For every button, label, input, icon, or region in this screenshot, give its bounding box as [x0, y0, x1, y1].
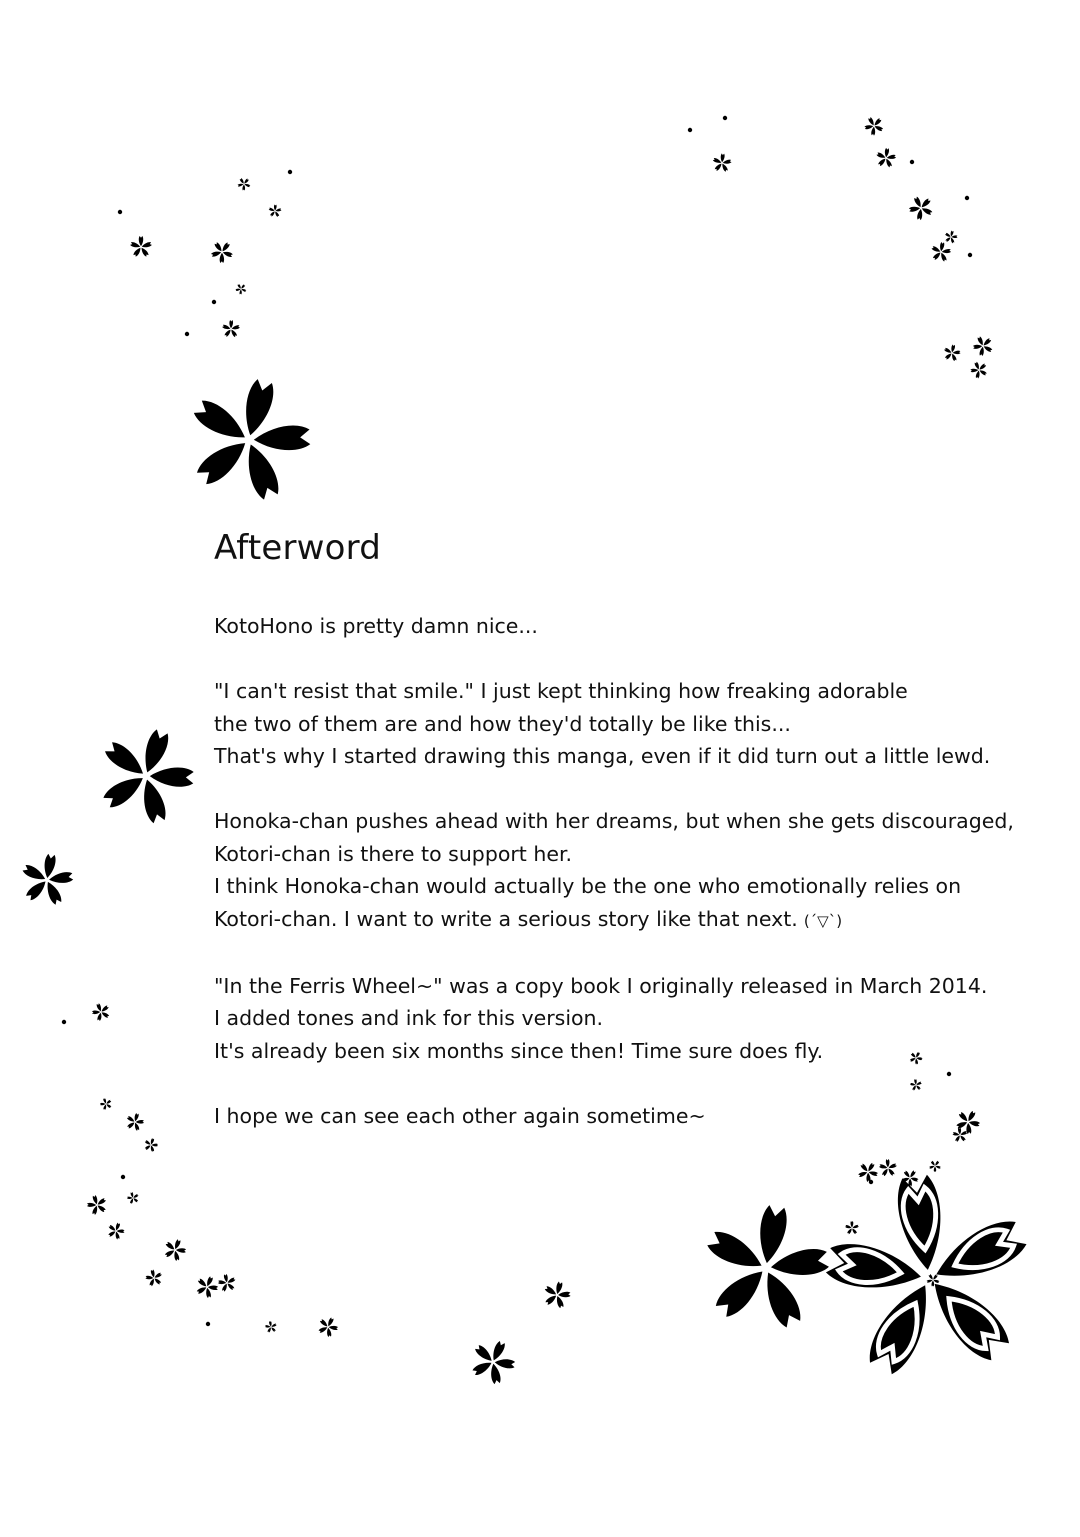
paragraph-2	[214, 675, 1034, 773]
sparkle-dot	[62, 1020, 66, 1024]
cherry-blossom-icon	[943, 229, 959, 244]
cherry-blossom-icon	[929, 240, 952, 263]
cherry-blossom-icon	[812, 1162, 1045, 1387]
cherry-blossom-icon	[89, 999, 114, 1024]
cherry-blossom-icon	[222, 320, 241, 338]
cherry-blossom-icon	[233, 281, 248, 296]
cherry-blossom-icon	[17, 850, 78, 909]
sparkle-dot	[118, 210, 122, 214]
cherry-blossom-icon	[875, 147, 898, 169]
page-title: Afterword	[214, 528, 382, 568]
paragraph-4	[214, 970, 1034, 1068]
cherry-blossom-icon	[464, 1333, 522, 1390]
text-line: I hope we can see each other again sometime~	[214, 1103, 706, 1128]
text-line: Kotori-chan. I want to write a serious story like that next.	[214, 906, 798, 931]
cherry-blossom-icon	[967, 358, 991, 382]
sparkle-dot	[212, 300, 216, 304]
cherry-blossom-icon	[86, 715, 208, 834]
text-line: KotoHono is pretty damn nice...	[214, 614, 538, 638]
cherry-blossom-icon	[175, 365, 325, 511]
cherry-blossom-icon	[861, 112, 888, 139]
cherry-blossom-icon	[268, 204, 282, 217]
text-line: the two of them are and how they'd totally be like this...	[214, 711, 791, 736]
sparkle-dot	[965, 196, 969, 200]
text-line: I think Honoka-chan would actually be the one who emotionally relies on	[214, 874, 962, 898]
paragraph-1	[214, 610, 1034, 643]
cherry-blossom-icon	[105, 1220, 127, 1241]
sparkle-dot	[288, 170, 292, 174]
cherry-blossom-icon	[844, 1219, 861, 1237]
text-line: "I can't resist that smile." I just kept thinking how freaking adorable	[214, 679, 908, 703]
sparkle-dot	[910, 160, 914, 164]
sparkle-dot	[723, 116, 727, 120]
text-line: That's why I started drawing this manga, even if it did turn out a little lewd.	[214, 744, 991, 768]
text-line: It's already been six months since then! Time sure does fly.	[214, 1038, 824, 1063]
cherry-blossom-icon	[315, 1314, 342, 1340]
kaomoji: (´▽`)	[803, 911, 843, 930]
text-line: Kotori-chan is there to support her.	[214, 841, 573, 866]
paragraph-3	[214, 805, 1034, 937]
cherry-blossom-icon	[130, 236, 152, 257]
cherry-blossom-icon	[263, 1319, 279, 1335]
cherry-blossom-icon	[942, 343, 962, 363]
cherry-blossom-icon	[124, 1111, 146, 1133]
cherry-blossom-icon	[125, 1190, 141, 1206]
cherry-blossom-icon	[193, 1272, 222, 1300]
cherry-blossom-icon	[215, 1271, 239, 1295]
sparkle-dot	[206, 1322, 210, 1326]
text-line-with-kaomoji	[214, 903, 1034, 938]
paragraph-5	[214, 1100, 1034, 1133]
cherry-blossom-icon	[143, 1266, 166, 1289]
afterword-body	[214, 610, 1034, 1165]
sparkle-dot	[185, 332, 189, 336]
text-line: I added tones and ink for this version.	[214, 1006, 604, 1030]
cherry-blossom-icon	[142, 1136, 160, 1153]
text-line: "In the Ferris Wheel~" was a copy book I originally released in March 2014.	[214, 973, 988, 998]
cherry-blossom-icon	[207, 237, 238, 267]
cherry-blossom-icon	[541, 1278, 574, 1310]
cherry-blossom-icon	[969, 332, 997, 360]
cherry-blossom-icon	[712, 153, 733, 173]
cherry-blossom-icon	[905, 191, 939, 225]
text-line: Honoka-chan pushes ahead with her dreams, but when she gets discouraged,	[214, 809, 1014, 833]
cherry-blossom-icon	[235, 175, 253, 193]
sparkle-dot	[121, 1175, 125, 1179]
sparkle-dot	[968, 253, 972, 257]
cherry-blossom-icon	[84, 1191, 111, 1219]
cherry-blossom-icon	[98, 1096, 115, 1113]
sparkle-dot	[688, 128, 692, 132]
cherry-blossom-icon	[694, 1195, 840, 1336]
sparkle-dot	[869, 1180, 873, 1184]
cherry-blossom-icon	[161, 1236, 190, 1264]
